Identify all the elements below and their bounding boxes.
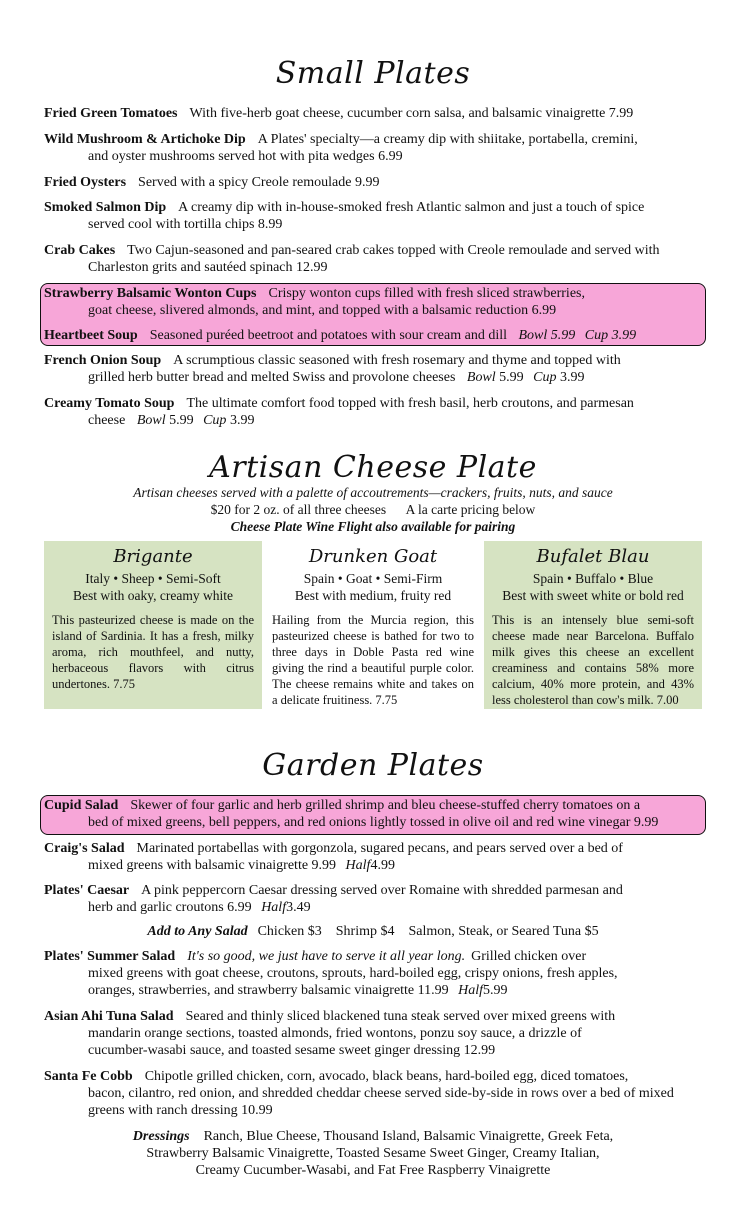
section-title-garden: Garden Plates [262, 748, 484, 783]
item-desc: Two Cajun-seasoned and pan-seared crab cakes topped with Creole remoulade and served with [127, 243, 660, 258]
item-desc: A Plates' specialty—a creamy dip with shiitake, portabella, cremini, [257, 132, 638, 147]
item-name: Crab Cakes [44, 243, 116, 258]
cheese-desc: Hailing from the Murcia region, this pasteurized cheese is bathed for two to three days in Doble Pasta red wine giving the rind a beautiful purple color. The cheese remains white and takes on a delicate fruitiness. 7.75 [272, 613, 474, 707]
item-desc: Grilled chicken over [471, 949, 587, 964]
cup-price: 3.99 [229, 413, 255, 428]
item-name: Craig's Salad [44, 841, 125, 856]
item-name: Fried Oysters [44, 175, 127, 190]
menu-item [44, 797, 706, 831]
cheese-desc: This is an intensely blue semi-soft cheese made near Barcelona. Buffalo milk gives this cheese an excellent creaminess and contains 58% more calcium, 40% more protein, and 43% less cholesterol than cow's milk. 7.00 [492, 613, 694, 707]
bowl-label: Bowl [518, 328, 548, 343]
bowl-price: 5.99 [550, 328, 576, 343]
item-name: Heartbeet Soup [44, 328, 138, 343]
half-price: 5.99 [483, 983, 508, 998]
cheese-origin: Spain • Goat • Semi-Firm [303, 571, 443, 586]
cheese-pricing: $20 for 2 oz. of all three cheeses A la carte pricing below [210, 502, 536, 517]
add-label: Add to Any Salad [147, 924, 248, 939]
item-name: Strawberry Balsamic Wonton Cups [44, 286, 257, 301]
item-desc: Served with a spicy Creole remoulade 9.99 [138, 175, 380, 190]
item-desc-cont: cheese Bowl 5.99 Cup 3.99 [88, 413, 255, 428]
section-title-cheese: Artisan Cheese Plate [209, 450, 537, 485]
item-desc: The ultimate comfort food topped with fresh basil, herb croutons, and parmesan [186, 396, 634, 411]
item-desc: Crispy wonton cups filled with fresh sliced strawberries, [268, 286, 585, 301]
item-name: Plates' Caesar [44, 883, 130, 898]
item-desc-cont: Charleston grits and sautéed spinach 12.99 [88, 260, 328, 275]
item-desc-cont: and oyster mushrooms served hot with pita wedges 6.99 [88, 149, 403, 164]
half-price: 3.49 [286, 900, 311, 915]
item-desc: Seasoned puréed beetroot and potatoes with sour cream and dill [149, 328, 507, 343]
cheese-intro: Artisan cheeses served with a palette of accoutrements—crackers, fruits, nuts, and sauce [133, 485, 613, 500]
cheese-card-bufalet-blau [484, 541, 702, 709]
item-name: Fried Green Tomatoes [44, 106, 178, 121]
item-desc: Skewer of four garlic and herb grilled shrimp and bleu cheese-stuffed cherry tomatoes on a [130, 798, 641, 813]
item-desc-cont: goat cheese, slivered almonds, and mint, and topped with a balsamic reduction 6.99 [88, 303, 557, 318]
cheese-desc: This pasteurized cheese is made on the island of Sardinia. It has a fresh, milky aroma, rich mouthfeel, and nutty, herbaceous flavors with citrus undertones. 7.75 [52, 613, 254, 691]
item-desc: Chipotle grilled chicken, corn, avocado, black beans, hard-boiled egg, diced tomatoes, [144, 1069, 629, 1084]
menu-item [44, 105, 706, 122]
cheese-flight: Cheese Plate Wine Flight also available for pairing [230, 519, 516, 534]
item-desc: Seared and thinly sliced blackened tuna steak served over mixed greens with [185, 1009, 616, 1024]
half-price: 4.99 [370, 858, 395, 873]
item-name: Santa Fe Cobb [44, 1069, 133, 1084]
menu-item [44, 174, 706, 191]
item-name: Plates' Summer Salad [44, 949, 176, 964]
half-label: Half [458, 983, 484, 998]
menu-item [44, 1068, 714, 1119]
cheese-origin: Spain • Buffalo • Blue [532, 571, 654, 586]
item-name: Wild Mushroom & Artichoke Dip [44, 132, 246, 147]
menu-item [44, 882, 706, 916]
cheese-origin: Italy • Sheep • Semi-Soft [85, 571, 221, 586]
item-desc-cont: grilled herb butter bread and melted Swiss and provolone cheeses Bowl 5.99 Cup 3.99 [88, 370, 585, 385]
menu-item [44, 327, 706, 344]
menu-item [44, 840, 706, 874]
dressings-label: Dressings [132, 1129, 190, 1144]
item-desc: A creamy dip with in-house-smoked fresh Atlantic salmon and just a touch of spice [178, 200, 645, 215]
menu-item [44, 395, 706, 429]
cup-price: 3.99 [560, 370, 585, 385]
item-desc: A scrumptious classic seasoned with fresh rosemary and thyme and topped with [173, 353, 621, 368]
cup-price: 3.99 [611, 328, 637, 343]
cheese-name: Bufalet Blau [536, 546, 650, 567]
cheese-pairing: Best with oaky, creamy white [73, 588, 233, 603]
menu-item [44, 242, 706, 276]
item-name: Smoked Salmon Dip [44, 200, 167, 215]
cup-label: Cup [533, 370, 557, 385]
item-desc-cont: bacon, cilantro, red onion, and shredded cheddar cheese served side-by-side in rows over a bed of mixed [88, 1086, 674, 1101]
item-desc: A pink peppercorn Caesar dressing served over Romaine with shredded parmesan and [141, 883, 623, 898]
item-desc-cont: mandarin orange sections, toasted almonds, fried wontons, ponzu soy sauce, a drizzle of [88, 1026, 582, 1041]
item-desc: With five-herb goat cheese, cucumber corn salsa, and balsamic vinaigrette 7.99 [189, 106, 634, 121]
dressings-line: Strawberry Balsamic Vinaigrette, Toasted Sesame Sweet Ginger, Creamy Italian, [146, 1146, 600, 1161]
dressings [0, 1128, 746, 1179]
item-name: Cupid Salad [44, 798, 119, 813]
menu-item [44, 948, 706, 999]
bowl-label: Bowl [466, 370, 496, 385]
dressings-line: Creamy Cucumber-Wasabi, and Fat Free Raspberry Vinaigrette [195, 1163, 551, 1178]
cup-label: Cup [203, 413, 227, 428]
item-name: French Onion Soup [44, 353, 162, 368]
item-name: Creamy Tomato Soup [44, 396, 175, 411]
item-desc-cont: mixed greens with goat cheese, croutons, sprouts, hard-boiled egg, crispy onions, fresh apples, [88, 966, 618, 981]
item-desc-cont: bed of mixed greens, bell peppers, and red onions lightly tossed in olive oil and red wine vinegar 9.99 [88, 815, 659, 830]
item-desc-cont: mixed greens with balsamic vinaigrette 9.99 Half4.99 [88, 858, 395, 873]
cheese-card-brigante [44, 541, 262, 709]
add-to-salad [0, 923, 746, 940]
menu-item [44, 131, 706, 165]
dressings-line: Ranch, Blue Cheese, Thousand Island, Balsamic Vinaigrette, Greek Feta, [203, 1129, 614, 1144]
half-label: Half [261, 900, 287, 915]
item-desc-cont: oranges, strawberries, and strawberry balsamic vinaigrette 11.99 Half5.99 [88, 983, 508, 998]
bowl-price: 5.99 [499, 370, 524, 385]
half-label: Half [345, 858, 371, 873]
item-name: Asian Ahi Tuna Salad [44, 1009, 174, 1024]
bowl-label: Bowl [136, 413, 166, 428]
menu-item [44, 285, 706, 319]
section-title-small-plates: Small Plates [275, 56, 471, 91]
cheese-pairing: Best with medium, fruity red [294, 588, 452, 603]
bowl-price: 5.99 [169, 413, 194, 428]
cheese-name: Drunken Goat [308, 546, 438, 567]
item-desc-cont: cucumber-wasabi sauce, and toasted sesame sweet ginger dressing 12.99 [88, 1043, 496, 1058]
add-options: Chicken $3 Shrimp $4 Salmon, Steak, or Seared Tuna $5 [257, 924, 599, 939]
menu-item [44, 352, 706, 386]
item-desc: Marinated portabellas with gorgonzola, sugared pecans, and pears served over a bed of [136, 841, 623, 856]
item-desc-cont: herb and garlic croutons 6.99 Half3.49 [88, 900, 311, 915]
cheese-pairing: Best with sweet white or bold red [502, 588, 684, 603]
menu-item [44, 199, 706, 233]
cheese-name: Brigante [113, 546, 193, 567]
cheese-card-drunken-goat [264, 541, 482, 709]
menu-item [44, 1008, 706, 1059]
item-tagline: It's so good, we just have to serve it all year long. [187, 949, 466, 964]
item-desc-cont: served cool with tortilla chips 8.99 [88, 217, 283, 232]
cup-label: Cup [584, 328, 609, 343]
item-desc-cont: greens with ranch dressing 10.99 [88, 1103, 273, 1118]
